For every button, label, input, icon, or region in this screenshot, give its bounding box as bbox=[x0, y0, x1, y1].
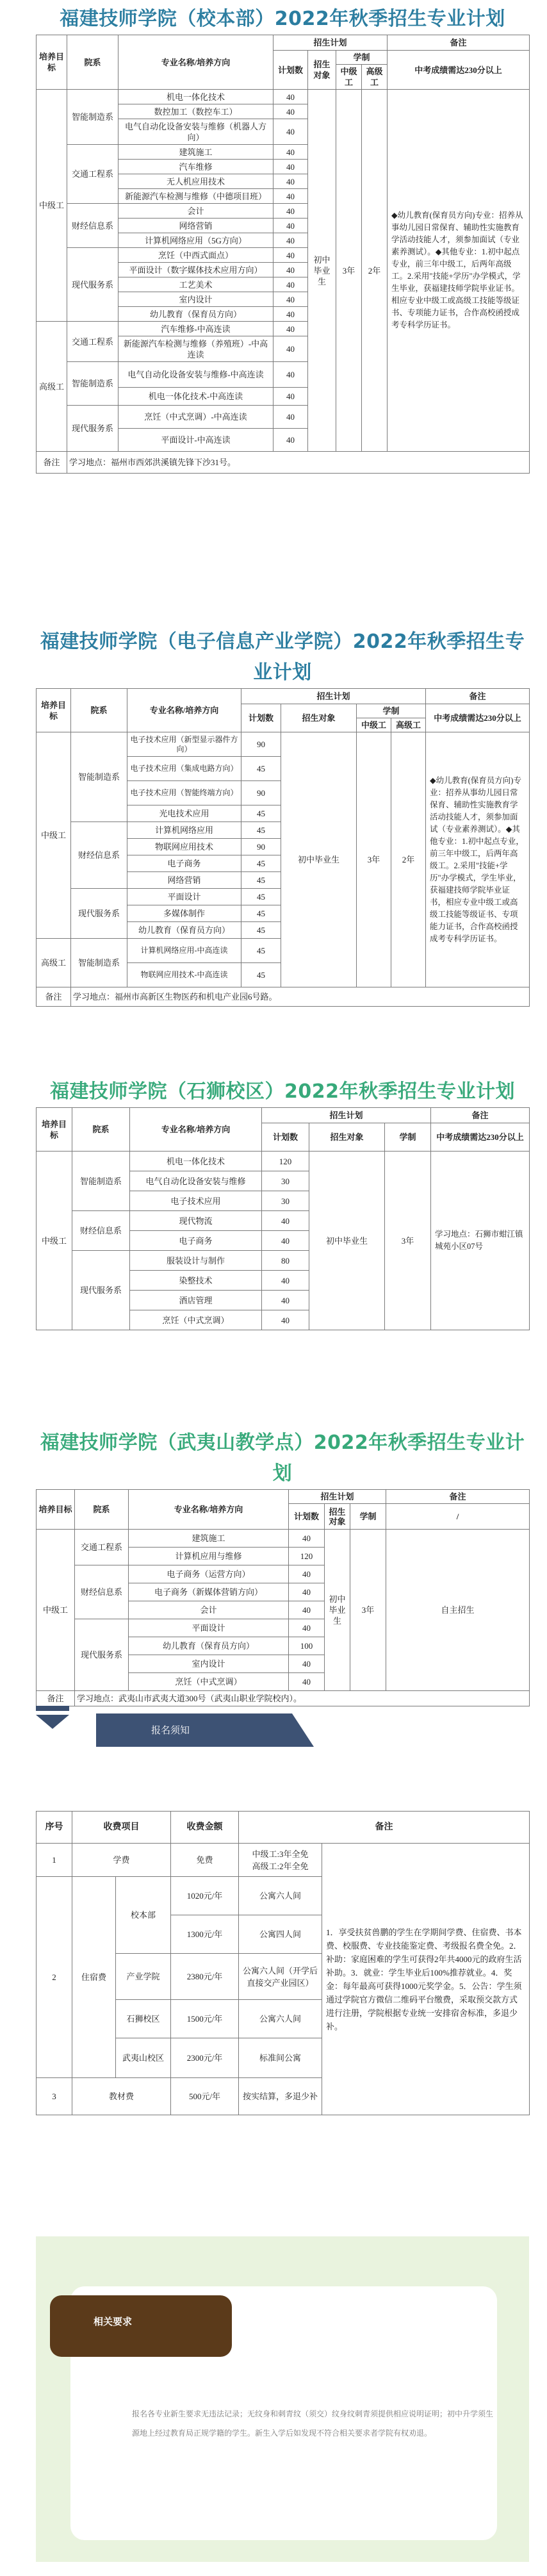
major-cell: 电气自动化设备安装与维修（机器人方向） bbox=[118, 119, 274, 145]
count-cell: 40 bbox=[274, 189, 308, 204]
fee-amount: 免费 bbox=[171, 1844, 239, 1877]
fee-amount: 1020元/年 bbox=[171, 1877, 239, 1915]
major-cell: 烹饪（中西式面点） bbox=[118, 248, 274, 263]
col-level: 培养目标 bbox=[37, 35, 67, 90]
major-cell: 机电一体化技术-中高连读 bbox=[118, 388, 274, 406]
remarks-note: ◆幼儿教育(保育员方向)专业：招养从事幼儿园日常保育、辅助性实施教育学活动技能人才，须参加面试（专业素养测试）。◆其他专业：1.初中起点专业，前三年中级工，后两年高级工。2.采用"技能+学历"办学模式，学生毕业，获福建技师学院毕业证书。相应专业中级工或高级工技能等级证书、专项能力证书，合作高校函授成考专科学历证书。 bbox=[388, 90, 530, 452]
dept-cell: 财经信息系 bbox=[75, 1565, 129, 1619]
fees-table bbox=[36, 1811, 530, 2115]
chevron-down-icon bbox=[36, 1706, 69, 1711]
count-cell: 40 bbox=[274, 233, 308, 248]
dept-cell: 现代服务系 bbox=[67, 248, 118, 322]
major-cell: 电子商务 bbox=[130, 1231, 262, 1251]
major-cell: 光电技术应用 bbox=[127, 805, 241, 822]
plan-table bbox=[36, 1489, 530, 1706]
section-title: 福建技师学院（石狮校区）2022年秋季招生专业计划 bbox=[50, 1080, 515, 1103]
count-cell: 40 bbox=[274, 263, 308, 277]
requirements-text: 报名各专业新生要求无违法记录；无纹身和刺青纹（须交）纹身纹刺青须提供相应说明证明；初中升学须生源地上经过教育局正规学籍的学生。新生入学后如发现不符合相关要求者学院有权劝退。 bbox=[132, 2409, 494, 2438]
count-cell: 45 bbox=[241, 939, 281, 963]
col-note: 备注 bbox=[239, 1812, 530, 1844]
count-cell: 45 bbox=[241, 855, 281, 872]
fee-amount: 2300元/年 bbox=[171, 2038, 239, 2078]
major-cell: 幼儿教育（保育员方向） bbox=[129, 1637, 289, 1655]
row-no: 3 bbox=[37, 2078, 72, 2115]
room-cell: 公寓六人间 bbox=[239, 2000, 322, 2038]
count-cell: 40 bbox=[274, 174, 308, 189]
major-cell: 幼儿教育（保育员方向） bbox=[118, 307, 274, 322]
major-cell: 新能源汽车检测与维修（养殖班）-中高连读 bbox=[118, 336, 274, 362]
count-cell: 40 bbox=[289, 1583, 325, 1601]
count-cell: 40 bbox=[274, 388, 308, 406]
count-cell: 90 bbox=[241, 839, 281, 855]
col-count: 计划数 bbox=[289, 1504, 325, 1530]
dept-cell: 现代服务系 bbox=[75, 1619, 129, 1691]
major-cell: 汽车维修-中高连读 bbox=[118, 322, 274, 336]
major-cell: 室内设计 bbox=[129, 1655, 289, 1673]
campus-cell: 校本部 bbox=[116, 1877, 171, 1954]
col-remarks: 备注 bbox=[386, 1490, 530, 1504]
major-cell: 烹饪（中式烹调） bbox=[129, 1673, 289, 1691]
col-remarks: 备注 bbox=[388, 35, 530, 51]
count-cell: 40 bbox=[274, 307, 308, 322]
col-plan: 招生计划 bbox=[289, 1490, 386, 1504]
major-cell: 染整技术 bbox=[130, 1271, 262, 1291]
requirements-section bbox=[36, 2236, 529, 2562]
major-cell: 数控加工（数控车工） bbox=[118, 104, 274, 119]
count-cell: 90 bbox=[241, 732, 281, 757]
col-high: 高级工 bbox=[391, 718, 426, 732]
enrollment-notice-banner bbox=[36, 1699, 529, 1761]
count-cell: 45 bbox=[241, 872, 281, 889]
dept-cell: 财经信息系 bbox=[71, 822, 127, 889]
col-xuezhi: 学制 bbox=[357, 704, 426, 718]
level-cell: 高级工 bbox=[37, 322, 67, 452]
col-remarks-sub: / bbox=[386, 1504, 530, 1530]
fee-note: 按实结算，多退少补 bbox=[239, 2078, 322, 2115]
count-cell: 40 bbox=[274, 292, 308, 307]
count-cell: 30 bbox=[262, 1191, 309, 1211]
major-cell: 汽车维修 bbox=[118, 160, 274, 174]
count-cell: 40 bbox=[274, 219, 308, 233]
col-count: 计划数 bbox=[274, 51, 308, 90]
count-cell: 40 bbox=[274, 429, 308, 452]
major-cell: 现代物流 bbox=[130, 1211, 262, 1231]
col-level: 培养目标 bbox=[37, 1108, 72, 1152]
dept-cell: 交通工程系 bbox=[67, 145, 118, 204]
xuezhi-cell: 3年 bbox=[385, 1152, 431, 1330]
col-mid: 中级工 bbox=[336, 65, 362, 90]
dept-cell: 现代服务系 bbox=[72, 1251, 130, 1330]
addr-text: 学习地点：福州市西郊洪溪镇先锋下沙31号。 bbox=[67, 452, 530, 474]
count-cell: 40 bbox=[274, 406, 308, 429]
target-cell: 初中毕业生 bbox=[281, 732, 357, 987]
count-cell: 40 bbox=[262, 1291, 309, 1310]
fee-item: 学费 bbox=[72, 1844, 171, 1877]
major-cell: 会计 bbox=[118, 204, 274, 219]
plan-table bbox=[36, 688, 530, 1007]
col-item: 收费项目 bbox=[72, 1812, 171, 1844]
count-cell: 120 bbox=[289, 1548, 325, 1565]
major-cell: 电子技术应用 bbox=[130, 1191, 262, 1211]
col-no: 序号 bbox=[37, 1812, 72, 1844]
count-cell: 40 bbox=[289, 1601, 325, 1619]
section-electronics bbox=[36, 627, 529, 1007]
major-cell: 电气自动化设备安装与维修 bbox=[130, 1171, 262, 1191]
level-cell: 中级工 bbox=[37, 90, 67, 322]
section-title: 福建技师学院（武夷山教学点）2022年秋季招生专业计划 bbox=[40, 1432, 525, 1485]
count-cell: 100 bbox=[289, 1637, 325, 1655]
count-cell: 40 bbox=[289, 1673, 325, 1691]
count-cell: 30 bbox=[262, 1171, 309, 1191]
addr-label: 备注 bbox=[37, 452, 67, 474]
major-cell: 计算机应用与维修 bbox=[129, 1548, 289, 1565]
col-remarks: 备注 bbox=[431, 1108, 530, 1123]
row-no: 1 bbox=[37, 1844, 72, 1877]
remarks-note: 学习地点：石狮市蚶江镇城苑小区07号 bbox=[431, 1152, 530, 1330]
col-target: 招生对象 bbox=[309, 1123, 385, 1152]
room-cell: 公寓六人间（开学后直接交产业园区） bbox=[239, 1954, 322, 2000]
count-cell: 40 bbox=[274, 336, 308, 362]
count-cell: 120 bbox=[262, 1152, 309, 1171]
dept-cell: 智能制造系 bbox=[67, 90, 118, 145]
major-cell: 机电一体化技术 bbox=[130, 1152, 262, 1171]
dept-cell: 智能制造系 bbox=[67, 362, 118, 406]
count-cell: 40 bbox=[274, 90, 308, 104]
major-cell: 计算机网络应用-中高连读 bbox=[127, 939, 241, 963]
count-cell: 90 bbox=[241, 781, 281, 805]
major-cell: 建筑施工 bbox=[129, 1530, 289, 1548]
major-cell: 会计 bbox=[129, 1601, 289, 1619]
col-mid: 中级工 bbox=[357, 718, 391, 732]
count-cell: 40 bbox=[289, 1619, 325, 1637]
major-cell: 电子商务（运营方向） bbox=[129, 1565, 289, 1583]
major-cell: 物联网应用技术-中高连读 bbox=[127, 963, 241, 987]
target-cell: 初中毕业生 bbox=[308, 90, 336, 452]
count-cell: 45 bbox=[241, 889, 281, 905]
count-cell: 40 bbox=[262, 1211, 309, 1231]
xuezhi-high-cell: 2年 bbox=[391, 732, 426, 987]
campus-cell: 武夷山校区 bbox=[116, 2038, 171, 2078]
count-cell: 45 bbox=[241, 963, 281, 987]
count-cell: 45 bbox=[241, 922, 281, 939]
dept-cell: 交通工程系 bbox=[67, 322, 118, 362]
room-cell: 标准间公寓 bbox=[239, 2038, 322, 2078]
fee-amount: 500元/年 bbox=[171, 2078, 239, 2115]
col-remarks-sub: 中考成绩需达230分以上 bbox=[388, 51, 530, 90]
count-cell: 40 bbox=[274, 160, 308, 174]
dept-cell: 现代服务系 bbox=[67, 406, 118, 452]
addr-text: 学习地点：武夷山市武夷大道300号（武夷山职业学院校内）。 bbox=[75, 1691, 530, 1706]
col-xuezhi: 学制 bbox=[350, 1504, 386, 1530]
count-cell: 45 bbox=[241, 905, 281, 922]
major-cell: 室内设计 bbox=[118, 292, 274, 307]
count-cell: 40 bbox=[274, 362, 308, 388]
level-cell: 中级工 bbox=[37, 1530, 75, 1691]
count-cell: 45 bbox=[241, 822, 281, 839]
dept-cell: 现代服务系 bbox=[71, 889, 127, 939]
major-cell: 新能源汽车检测与维修（中德项目班） bbox=[118, 189, 274, 204]
room-cell: 公寓六人间 bbox=[239, 1877, 322, 1915]
col-remarks: 备注 bbox=[426, 689, 530, 704]
count-cell: 40 bbox=[274, 145, 308, 160]
col-dept: 院系 bbox=[71, 689, 127, 732]
col-target: 招生对象 bbox=[308, 51, 336, 90]
col-count: 计划数 bbox=[241, 704, 281, 732]
section-shishi bbox=[36, 1077, 529, 1330]
major-cell: 平面设计 bbox=[127, 889, 241, 905]
target-cell: 初中毕业生 bbox=[325, 1530, 350, 1691]
col-major: 专业名称/培养方向 bbox=[118, 35, 274, 90]
major-cell: 幼儿教育（保育员方向） bbox=[127, 922, 241, 939]
fee-amount: 1300元/年 bbox=[171, 1915, 239, 1954]
major-cell: 工艺美术 bbox=[118, 277, 274, 292]
chevron-down-icon bbox=[36, 1715, 69, 1729]
count-cell: 45 bbox=[241, 757, 281, 781]
major-cell: 计算机网络应用 bbox=[127, 822, 241, 839]
col-count: 计划数 bbox=[262, 1123, 309, 1152]
row-no: 2 bbox=[37, 1877, 72, 2078]
fee-item: 住宿费 bbox=[72, 1877, 116, 2078]
count-cell: 40 bbox=[289, 1565, 325, 1583]
major-cell: 物联网应用技术 bbox=[127, 839, 241, 855]
col-xuezhi: 学制 bbox=[385, 1123, 431, 1152]
col-major: 专业名称/培养方向 bbox=[127, 689, 241, 732]
major-cell: 建筑施工 bbox=[118, 145, 274, 160]
plan-table bbox=[36, 1107, 530, 1330]
remarks-note: ◆幼儿教育(保育员方向)专业：招养从事幼儿园日常保育、辅助性实施教育学活动技能人才，须参加面试（专业素养测试）。◆其他专业：1.初中起点专业，前三年中级工，后两年高级工。2.采用"技能+学历"办学模式，学生毕业，获福建技师学院毕业证书，相应专业中级工或高级工技能等级证书、专项能力证书，合作高校函授成考专科学历证书。 bbox=[426, 732, 530, 987]
count-cell: 40 bbox=[274, 277, 308, 292]
dept-cell: 交通工程系 bbox=[75, 1530, 129, 1565]
count-cell: 40 bbox=[274, 204, 308, 219]
col-target: 招生对象 bbox=[281, 704, 357, 732]
major-cell: 服装设计与制作 bbox=[130, 1251, 262, 1271]
major-cell: 电子技术应用（集成电路方向） bbox=[127, 757, 241, 781]
addr-label: 备注 bbox=[37, 1691, 75, 1706]
section-main-campus bbox=[36, 4, 529, 474]
xuezhi-mid-cell: 3年 bbox=[336, 90, 362, 452]
major-cell: 网络营销 bbox=[127, 872, 241, 889]
plan-table bbox=[36, 35, 530, 474]
xuezhi-cell: 3年 bbox=[350, 1530, 386, 1691]
requirements-label bbox=[50, 2295, 232, 2357]
col-level: 培养目标 bbox=[37, 689, 71, 732]
dept-cell: 财经信息系 bbox=[67, 204, 118, 248]
col-plan: 招生计划 bbox=[262, 1108, 431, 1123]
level-cell: 高级工 bbox=[37, 939, 71, 987]
count-cell: 40 bbox=[274, 248, 308, 263]
major-cell: 电子商务（新媒体营销方向） bbox=[129, 1583, 289, 1601]
room-cell: 公寓四人间 bbox=[239, 1915, 322, 1954]
section-title: 福建技师学院（校本部）2022年秋季招生专业计划 bbox=[60, 8, 505, 30]
count-cell: 40 bbox=[262, 1271, 309, 1291]
col-major: 专业名称/培养方向 bbox=[130, 1108, 262, 1152]
major-cell: 电子技术应用（智能终端方向） bbox=[127, 781, 241, 805]
major-cell: 机电一体化技术 bbox=[118, 90, 274, 104]
major-cell: 电子技术应用（新型显示器件方向） bbox=[127, 732, 241, 757]
addr-label: 备注 bbox=[37, 987, 71, 1007]
level-cell: 中级工 bbox=[37, 1152, 72, 1330]
addr-text: 学习地点：福州市高新区生物医药和机电产业园6号路。 bbox=[71, 987, 530, 1007]
count-cell: 40 bbox=[274, 119, 308, 145]
major-cell: 酒店管理 bbox=[130, 1291, 262, 1310]
campus-cell: 石狮校区 bbox=[116, 2000, 171, 2038]
major-cell: 烹饪（中式烹调） bbox=[130, 1310, 262, 1330]
xuezhi-mid-cell: 3年 bbox=[357, 732, 391, 987]
remark-cell: 自主招生 bbox=[386, 1530, 530, 1691]
major-cell: 平面设计（数字媒体技术应用方向） bbox=[118, 263, 274, 277]
benefits-note: 1．享受扶贫兽鹏的学生在学期间学费、住宿费、书本费、校服费、专业技能鉴定费、考级报名费全免。2．补助：家庭困难的学生可获得2年共4000元的政府生活补助。3．就业：学生毕业后100%推荐就业。4．奖金：每年最高可获得1000元奖学金。5．公告：学生须通过学院官方微信二维码平台缴费，采取预交款方式进行注册，学院根据专业统一安排宿舍标准，多退少补。 bbox=[322, 1844, 530, 2115]
count-cell: 80 bbox=[262, 1251, 309, 1271]
col-dept: 院系 bbox=[72, 1108, 130, 1152]
col-level: 培养目标 bbox=[37, 1490, 75, 1530]
section-wuyishan bbox=[36, 1428, 529, 1706]
major-cell: 多媒体制作 bbox=[127, 905, 241, 922]
count-cell: 40 bbox=[274, 322, 308, 336]
major-cell: 无人机应用技术 bbox=[118, 174, 274, 189]
col-remarks-sub: 中考成绩需达230分以上 bbox=[431, 1123, 530, 1152]
major-cell: 平面设计-中高连读 bbox=[118, 429, 274, 452]
major-cell: 电气自动化设备安装与维修-中高连读 bbox=[118, 362, 274, 388]
section-title: 福建技师学院（电子信息产业学院）2022年秋季招生专业计划 bbox=[40, 631, 525, 684]
col-plan: 招生计划 bbox=[241, 689, 426, 704]
banner-bar bbox=[96, 1713, 314, 1747]
fee-amount: 1500元/年 bbox=[171, 2000, 239, 2038]
target-cell: 初中毕业生 bbox=[309, 1152, 385, 1330]
col-dept: 院系 bbox=[75, 1490, 129, 1530]
dept-cell: 智能制造系 bbox=[71, 732, 127, 822]
col-amount: 收费金额 bbox=[171, 1812, 239, 1844]
dept-cell: 财经信息系 bbox=[72, 1211, 130, 1251]
fees-section bbox=[36, 1811, 529, 2115]
major-cell: 计算机网络应用（5G方向） bbox=[118, 233, 274, 248]
col-major: 专业名称/培养方向 bbox=[129, 1490, 289, 1530]
major-cell: 电子商务 bbox=[127, 855, 241, 872]
major-cell: 网络营销 bbox=[118, 219, 274, 233]
col-target: 招生对象 bbox=[325, 1504, 350, 1530]
col-dept: 院系 bbox=[67, 35, 118, 90]
level-cell: 中级工 bbox=[37, 732, 71, 939]
fee-item: 教材费 bbox=[72, 2078, 171, 2115]
count-cell: 40 bbox=[274, 104, 308, 119]
dept-cell: 智能制造系 bbox=[72, 1152, 130, 1211]
col-remarks-sub: 中考成绩需达230分以上 bbox=[426, 704, 530, 732]
fee-note: 中级工:3年全免 高级工:2年全免 bbox=[239, 1844, 322, 1877]
col-plan: 招生计划 bbox=[274, 35, 388, 51]
col-high: 高级工 bbox=[362, 65, 388, 90]
dept-cell: 智能制造系 bbox=[71, 939, 127, 987]
requirements-title: 相关要求 bbox=[94, 2316, 133, 2327]
fee-amount: 2380元/年 bbox=[171, 1954, 239, 2000]
major-cell: 烹饪（中式烹调）-中高连读 bbox=[118, 406, 274, 429]
col-xuezhi: 学制 bbox=[336, 51, 388, 65]
count-cell: 40 bbox=[262, 1310, 309, 1330]
xuezhi-high-cell: 2年 bbox=[362, 90, 388, 452]
major-cell: 平面设计 bbox=[129, 1619, 289, 1637]
count-cell: 40 bbox=[289, 1655, 325, 1673]
banner-label: 报名须知 bbox=[151, 1724, 190, 1736]
count-cell: 40 bbox=[289, 1530, 325, 1548]
count-cell: 45 bbox=[241, 805, 281, 822]
campus-cell: 产业学院 bbox=[116, 1954, 171, 2000]
count-cell: 40 bbox=[262, 1231, 309, 1251]
